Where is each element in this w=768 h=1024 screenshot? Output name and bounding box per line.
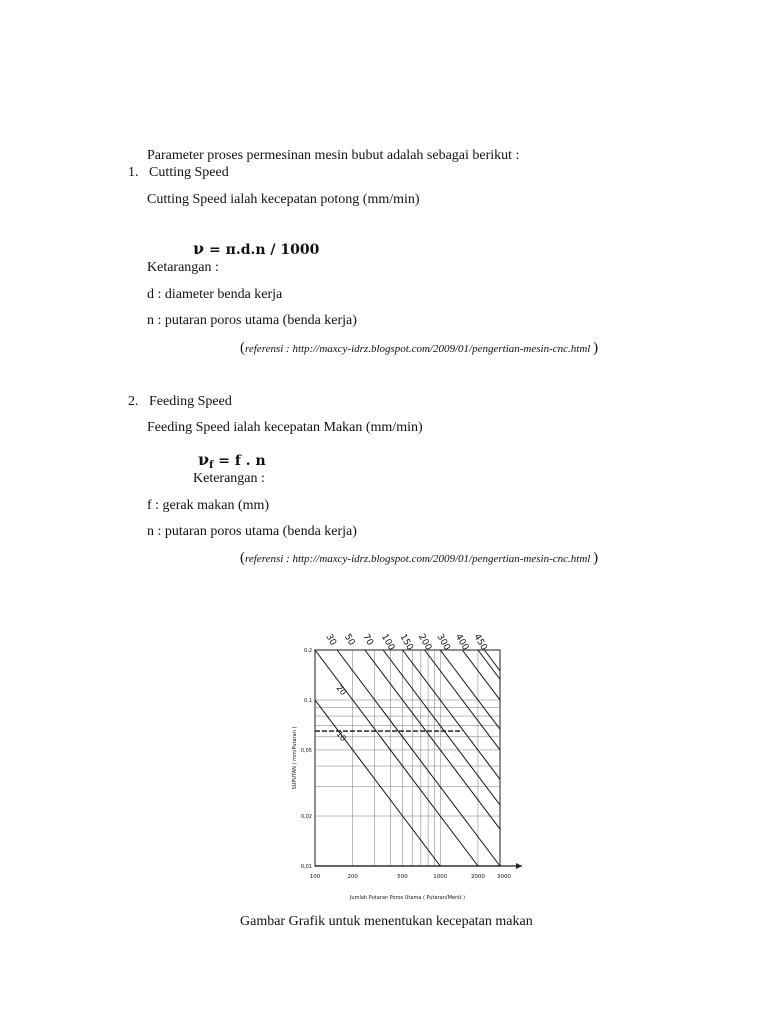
section2-reference-link[interactable]: referensi : http://maxcy-idrz.blogspot.com/2009/01/pengertian-mesin-cnc.html (245, 553, 591, 565)
x-tick-label: 100 (309, 874, 321, 880)
y-tick-label: 0,02 (300, 814, 312, 821)
section1-title: Cutting Speed (149, 165, 229, 180)
series-label-top: 30 (323, 632, 338, 648)
series-label-top: 150 (397, 632, 415, 653)
section1-definition: Cutting Speed ialah kecepatan potong (mm/min) (147, 192, 420, 207)
x-tick-label: 3000 (497, 874, 511, 880)
section2-reference: (referensi : http://maxcy-idrz.blogspot.com/2009/01/pengertian-mesin-cnc.html ) (240, 550, 599, 566)
series-line-300 (462, 650, 500, 700)
section2-title: Feeding Speed (149, 394, 232, 409)
section2-keterangan: Keterangan : (193, 471, 265, 486)
y-tick-label: 0,05 (300, 747, 312, 754)
section1-reference: (referensi : http://maxcy-idrz.blogspot.com/2009/01/pengertian-mesin-cnc.html ) (240, 340, 599, 356)
section2-item-n: n : putaran poros utama (benda kerja) (147, 524, 357, 539)
series-label-top: 100 (378, 632, 397, 653)
chart-caption: Gambar Grafik untuk menentukan kecepatan makan (240, 914, 533, 929)
series-label-top: 300 (434, 632, 452, 653)
formula-expression: = π.d.n / 1000 (204, 242, 320, 258)
section2-item-f: f : gerak makan (mm) (147, 498, 270, 513)
section2-definition: Feeding Speed ialah kecepatan Makan (mm/min) (147, 420, 423, 435)
x-tick-label: 500 (397, 874, 408, 880)
series-line-30 (337, 650, 500, 866)
y-tick-label: 0,1 (304, 697, 312, 704)
series-label-top: 400 (452, 632, 471, 653)
x-tick-label: 1000 (433, 874, 448, 880)
chart-labels (292, 633, 511, 902)
intro-text: Parameter proses permesinan mesin bubut adalah sebagai berikut : (147, 148, 520, 163)
series-label-top: 70 (360, 632, 375, 648)
series-line-200 (440, 650, 500, 729)
feed-rate-chart (288, 612, 528, 904)
formula-expression: = f . n (213, 453, 266, 469)
section1-item-d: d : diameter benda kerja (147, 287, 283, 302)
x-axis-arrow (516, 863, 522, 869)
chart-series-lines (315, 650, 500, 866)
formula-subscript: f (209, 460, 214, 471)
series-label-inner: 20 (334, 683, 348, 698)
section1-item-n: n : putaran poros utama (benda kerja) (147, 313, 357, 328)
section1-keterangan: Ketarangan : (147, 260, 219, 275)
series-line-450 (484, 650, 500, 671)
section2-number: 2. (128, 394, 139, 409)
x-tick-label: 2000 (470, 874, 485, 880)
formula-symbol: ν (198, 450, 210, 469)
cutting-speed-formula (193, 240, 319, 259)
formula-symbol: ν (193, 239, 205, 258)
y-tick-label: 0,01 (300, 864, 312, 870)
series-label-top: 200 (415, 632, 434, 653)
series-line-100 (403, 650, 500, 779)
series-label-top: 50 (341, 632, 357, 648)
series-line-20 (315, 650, 478, 866)
series-label-top: 450 (471, 632, 489, 653)
series-line-50 (365, 650, 500, 829)
y-tick-label: 0,2 (304, 648, 312, 654)
x-tick-label: 200 (347, 874, 358, 880)
section1-reference-link[interactable]: referensi : http://maxcy-idrz.blogspot.com/2009/01/pengertian-mesin-cnc.html (245, 343, 591, 355)
y-axis-label: SUPUTAN ( mm/Putaran ) (292, 726, 298, 790)
chart-grid (315, 650, 522, 869)
x-axis-label: Jumlah Putaran Poros Utama ( Putaran/Menit ) (349, 895, 466, 901)
series-label-inner: 10 (334, 729, 348, 744)
section1-number: 1. (128, 165, 139, 180)
